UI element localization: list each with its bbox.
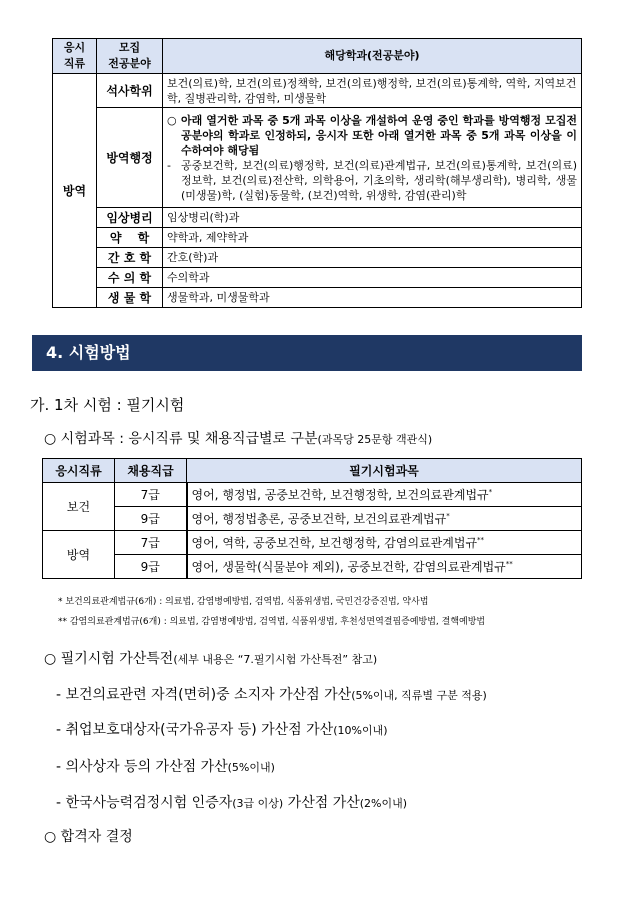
grade-cell: 9급 [115, 507, 187, 531]
field-content [163, 108, 582, 208]
dash-text: 공중보건학, 보건(의료)행정학, 보건(의료)관계법규, 보건(의료)통계학, 보건(의료)정보학, 보건(의료)전산학, 의학용어, 기초의학, 생리학(해부생리학), 병리학, 생물(미생물)학, (실험)동물학, (보건)역학, 위생학, 감염(관리)학 [181, 158, 577, 202]
field-label: 임상병리 [97, 208, 163, 228]
field-label: 간 호 학 [97, 248, 163, 268]
bonus-item: - 보건의료관련 자격(면허)중 소지자 가산점 가산(5%이내, 직류별 구분 적용) [56, 687, 487, 703]
header-subjects: 필기시험과목 [187, 459, 582, 483]
field-label: 방역행정 [97, 108, 163, 208]
bonus-title: ○ 필기시험 가산특전(세부 내용은 “7.필기시험 가산특전” 참고) [44, 651, 378, 667]
group-label: 방역 [53, 74, 97, 308]
subjects-cell: 영어, 행정법총론, 공중보건학, 보건의료관계법규* [187, 507, 582, 531]
field-content: 간호(학)과 [163, 248, 582, 268]
grade-cell: 7급 [115, 531, 187, 555]
heading-first-exam: 가. 1차 시험 : 필기시험 [30, 396, 185, 414]
subject-line [44, 428, 432, 448]
subject-line-main: ○ 시험과목 : 응시직류 및 채용직급별로 구분 [44, 431, 318, 447]
section-title-bar: 4. 시험방법 [32, 335, 582, 371]
field-label: 석사학위 [97, 74, 163, 108]
subjects-cell: 영어, 역학, 공중보건학, 보건행정학, 감염의료관계법규** [187, 531, 582, 555]
track-label: 보건 [43, 483, 115, 531]
bonus-item: - 취업보호대상자(국가유공자 등) 가산점 가산(10%이내) [56, 722, 388, 738]
grade-cell: 9급 [115, 555, 187, 579]
field-label: 수 의 학 [97, 268, 163, 288]
exam-subject-table [42, 458, 582, 579]
bonus-item: - 한국사능력검정시험 인증자(3급 이상) 가산점 가산(2%이내) [56, 795, 408, 811]
header-major-field: 모집 전공분야 [97, 39, 163, 74]
subjects-cell: 영어, 생물학(식물분야 제외), 공중보건학, 감염의료관계법규** [187, 555, 582, 579]
footnote: ** 감염의료관계법규(6개) : 의료법, 감염병예방법, 검역법, 식품위생법, 후천성면역결핍증예방법, 결핵예방법 [58, 617, 486, 627]
dash-bullet-icon: - [167, 158, 171, 172]
footnote: * 보건의료관계법규(6개) : 의료법, 감염병예방법, 검역법, 식품위생법, 국민건강증진법, 약사법 [58, 597, 429, 607]
circle-bullet-icon: ○ [167, 113, 177, 127]
field-label: 약 학 [97, 228, 163, 248]
pass-decision: ○ 합격자 결정 [44, 829, 133, 845]
field-content: 수의학과 [163, 268, 582, 288]
track-label: 방역 [43, 531, 115, 579]
field-content: 보건(의료)학, 보건(의료)정책학, 보건(의료)행정학, 보건(의료)통계학, 역학, 지역보건학, 질병관리학, 감염학, 미생물학 [163, 74, 582, 108]
field-label: 생 물 학 [97, 288, 163, 308]
header-exam-track: 응시직류 [43, 459, 115, 483]
field-content: 생물학과, 미생물학과 [163, 288, 582, 308]
field-content: 약학과, 제약학과 [163, 228, 582, 248]
header-exam-track: 응시 직류 [53, 39, 97, 74]
bonus-item: - 의사상자 등의 가산점 가산(5%이내) [56, 759, 275, 775]
grade-cell: 7급 [115, 483, 187, 507]
major-table [52, 38, 582, 308]
header-departments: 해당학과(전공분야) [163, 39, 582, 74]
subject-line-note: (과목당 25문항 객관식) [317, 433, 433, 446]
field-content: 임상병리(학)과 [163, 208, 582, 228]
header-grade: 채용직급 [115, 459, 187, 483]
bullet-text: 아래 열거한 과목 중 5개 과목 이상을 개설하여 운영 중인 학과를 방역행정 모집전공분야의 학과로 인정하되, 응시자 또한 아래 열거한 과목 중 5개 과목 이상을 이수하여야 해당됨 [181, 113, 577, 157]
subjects-cell: 영어, 행정법, 공중보건학, 보건행정학, 보건의료관계법규* [187, 483, 582, 507]
